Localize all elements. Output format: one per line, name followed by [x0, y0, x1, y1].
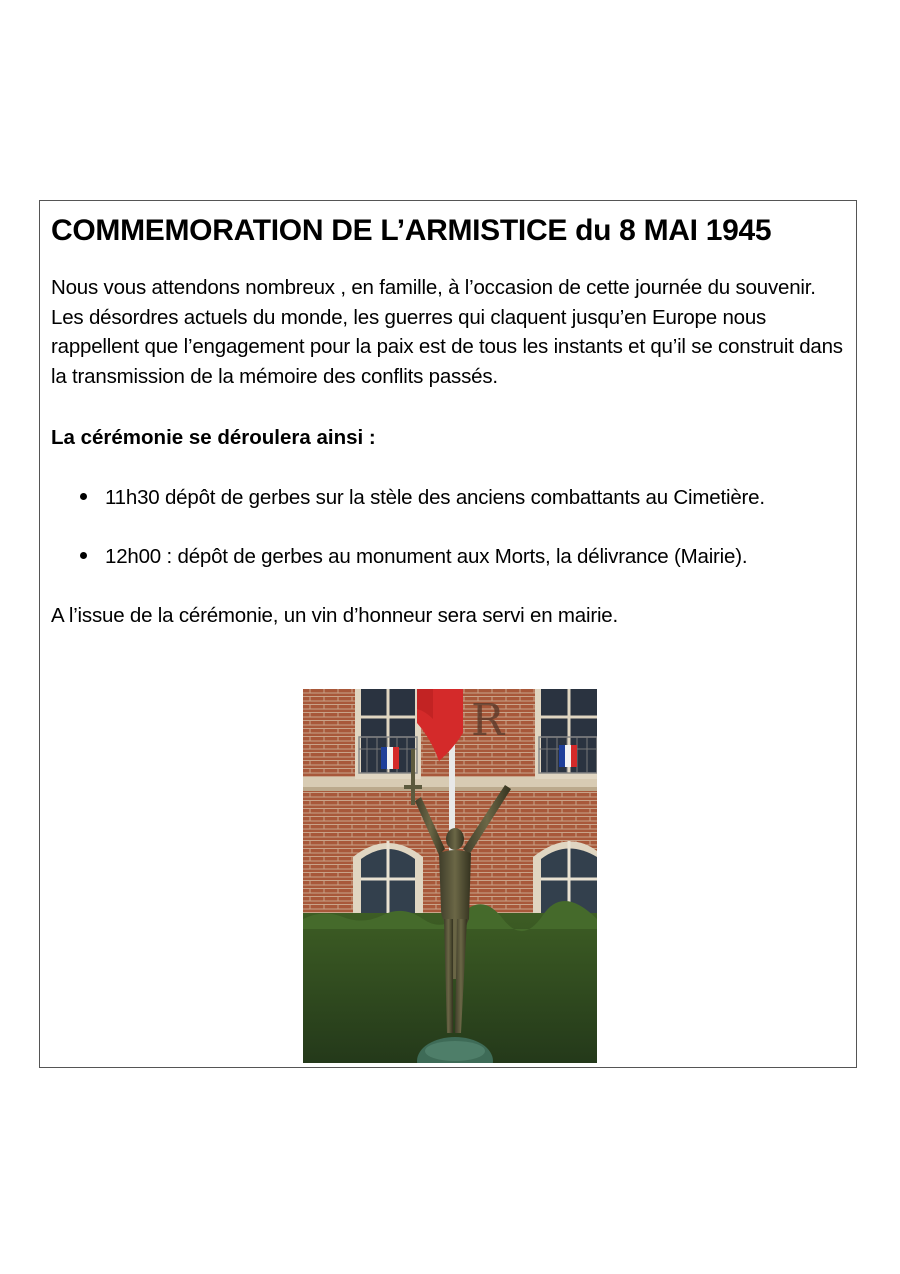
program-item-text: 12h00 : dépôt de gerbes au monument aux Morts, la délivrance (Mairie). — [105, 545, 748, 568]
closing-paragraph: A l’issue de la cérémonie, un vin d’honneur sera servi en mairie. — [51, 604, 618, 627]
program-item — [80, 483, 765, 512]
announcement-frame — [39, 200, 857, 1068]
program-item — [80, 542, 747, 571]
bullet-icon — [80, 552, 87, 559]
war-memorial-statue-photo — [303, 689, 597, 1063]
page-title: COMMEMORATION DE L’ARMISTICE du 8 MAI 1945 — [51, 214, 772, 247]
program-item-text: 11h30 dépôt de gerbes sur la stèle des anciens combattants au Cimetière. — [105, 486, 765, 509]
program-heading: La cérémonie se déroulera ainsi : — [51, 426, 376, 449]
bullet-icon — [80, 493, 87, 500]
svg-text:R: R — [471, 695, 505, 746]
intro-paragraph: Nous vous attendons nombreux , en famille, à l’occasion de cette journée du souvenir. Les désordres actuels du monde, les guerres qui claquent jusqu’en Europe nous rappellent que l’engagement pour la paix est de tous les instants et qu’il se construit dans la transmission de la mémoire des conflits passés. — [51, 276, 843, 388]
